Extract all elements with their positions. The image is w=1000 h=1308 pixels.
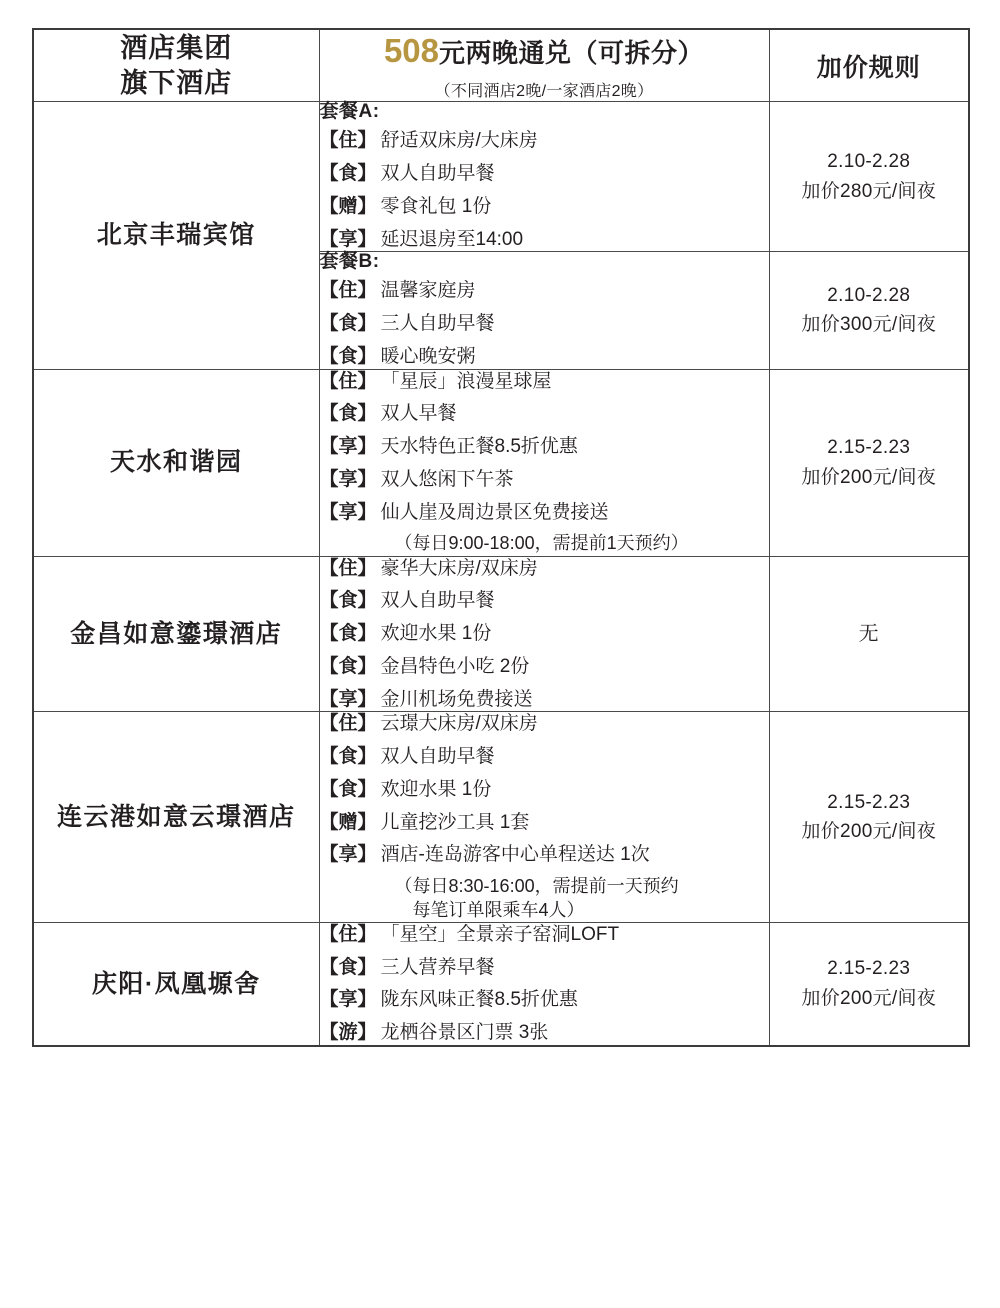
- package-item-list: [320, 129, 769, 251]
- item-tag: 【食】: [319, 163, 377, 184]
- header-voucher-title: [320, 30, 769, 71]
- rule-date: 2.10-2.28: [827, 151, 911, 173]
- header-brand-line1: 酒店集团: [120, 33, 233, 64]
- list-item: [320, 1021, 769, 1045]
- list-item: [320, 956, 769, 980]
- item-text: [381, 501, 769, 556]
- item-text: 「星空」全景亲子窑洞LOFT: [380, 923, 620, 945]
- header-cell-brand: [33, 29, 319, 102]
- item-text: 陇东风味正餐8.5折优惠: [380, 989, 578, 1011]
- item-tag: 【享】: [319, 468, 377, 490]
- list-item: [320, 778, 769, 802]
- item-tag: 【享】: [319, 844, 377, 866]
- list-item: [320, 370, 769, 394]
- rule-surcharge: 加价200元/间夜: [801, 987, 937, 1009]
- table-row: [33, 712, 969, 923]
- header-rule-title: 加价规则: [816, 53, 921, 82]
- item-subtext: [395, 875, 769, 922]
- rule-date: 2.15-2.23: [827, 437, 911, 459]
- table-header-row: [33, 29, 969, 102]
- hotel-name-cell: 庆阳·凤凰塬舍: [33, 922, 319, 1046]
- table-body: [33, 102, 969, 1046]
- item-text: 双人自助早餐: [380, 163, 495, 184]
- header-cell-voucher: [319, 29, 769, 102]
- item-tag: 【住】: [319, 370, 377, 392]
- list-item: [320, 279, 769, 303]
- item-text: 金川机场免费接送: [380, 688, 533, 710]
- list-item: [320, 195, 769, 219]
- rule-date: 2.10-2.28: [827, 284, 911, 306]
- item-tag: 【住】: [319, 713, 377, 735]
- price-rule-cell: [769, 252, 969, 369]
- item-tag: 【住】: [319, 557, 377, 579]
- item-text: 双人自助早餐: [380, 590, 495, 612]
- package-cell: [319, 556, 769, 712]
- package-cell: [319, 712, 769, 923]
- package-title: 套餐A:: [319, 101, 380, 123]
- item-tag: 【享】: [319, 228, 377, 250]
- item-tag: 【赠】: [319, 811, 377, 833]
- header-voucher-note: （不同酒店2晚/一家酒店2晚）: [434, 83, 654, 101]
- table-row: [33, 922, 969, 1046]
- item-text: 「星辰」浪漫星球屋: [380, 370, 552, 392]
- list-item: [320, 843, 769, 922]
- price-rule-cell: [769, 556, 969, 712]
- item-tag: 【食】: [319, 623, 377, 645]
- item-text: 双人悠闲下午茶: [380, 468, 514, 490]
- item-text-main: 仙人崖及周边景区免费接送: [380, 501, 609, 523]
- list-item: [320, 688, 769, 712]
- table-row: [33, 556, 969, 712]
- item-tag: 【享】: [319, 688, 377, 710]
- item-subtext: （每日9:00-18:00，需提前1天预约）: [394, 533, 689, 554]
- item-tag: 【赠】: [319, 195, 377, 217]
- package-cell: [319, 369, 769, 556]
- item-tag: 【享】: [319, 989, 377, 1011]
- item-tag: 【享】: [319, 436, 377, 457]
- item-tag: 【食】: [319, 778, 377, 800]
- list-item: [320, 923, 769, 947]
- list-item: [320, 228, 769, 252]
- item-tag: 【享】: [319, 501, 377, 523]
- package-item-list: [320, 279, 769, 368]
- hotel-name-cell: 北京丰瑞宾馆: [33, 102, 319, 369]
- item-tag: 【食】: [319, 345, 377, 367]
- item-text: 云璟大床房/双床房: [380, 713, 538, 735]
- price-rule-cell: [769, 102, 969, 252]
- item-text: 舒适双床房/大床房: [380, 130, 538, 152]
- table-row: [33, 102, 969, 252]
- rule-surcharge: 加价300元/间夜: [801, 314, 937, 336]
- item-tag: 【食】: [319, 956, 377, 978]
- item-tag: 【食】: [319, 746, 377, 768]
- voucher-title-text: 元两晚通兑（可拆分）: [439, 38, 705, 68]
- list-item: [320, 712, 769, 736]
- item-text: 儿童挖沙工具 1套: [380, 811, 530, 833]
- item-text: 零食礼包 1份: [380, 195, 492, 217]
- hotel-name-cell: 连云港如意云璟酒店: [33, 712, 319, 923]
- item-text: [381, 843, 769, 922]
- hotel-offer-table: [32, 28, 970, 1047]
- hotel-name-cell: 天水和谐园: [33, 369, 319, 556]
- item-tag: 【食】: [319, 313, 377, 334]
- package-cell: [319, 252, 769, 369]
- item-subtext-line1: （每日8:30-16:00，需提前一天预约: [394, 876, 679, 897]
- list-item: [320, 811, 769, 835]
- hotel-name-cell: 金昌如意鎏璟酒店: [33, 556, 319, 712]
- rule-date: 2.15-2.23: [827, 791, 911, 813]
- list-item: [320, 435, 769, 459]
- item-text: 双人早餐: [380, 403, 457, 425]
- list-item: [320, 557, 769, 581]
- table-row: [33, 369, 969, 556]
- package-item-list: [320, 923, 769, 1045]
- list-item: [320, 622, 769, 646]
- list-item: [320, 988, 769, 1012]
- rule-none: 无: [858, 622, 879, 645]
- item-tag: 【游】: [319, 1022, 377, 1044]
- list-item: [320, 589, 769, 613]
- rule-date: 2.15-2.23: [827, 958, 911, 980]
- list-item: [320, 501, 769, 556]
- list-item: [320, 345, 769, 369]
- item-tag: 【住】: [319, 923, 377, 945]
- item-text-main: 酒店-连岛游客中心单程送达 1次: [380, 844, 650, 866]
- package-cell: [319, 102, 769, 252]
- rule-surcharge: 加价280元/间夜: [801, 180, 937, 202]
- item-text: 欢迎水果 1份: [380, 778, 492, 800]
- item-text: 欢迎水果 1份: [380, 623, 492, 645]
- rule-surcharge: 加价200元/间夜: [801, 466, 937, 488]
- price-rule-cell: [769, 922, 969, 1046]
- item-subtext-line2: 每笔订单限乘车4人）: [412, 899, 585, 920]
- item-text: 豪华大床房/双床房: [380, 557, 538, 579]
- item-text: 双人自助早餐: [380, 746, 495, 768]
- item-text: 三人营养早餐: [380, 956, 495, 978]
- package-cell: [319, 922, 769, 1046]
- rule-surcharge: 加价200元/间夜: [801, 821, 937, 843]
- list-item: [320, 745, 769, 769]
- list-item: [320, 402, 769, 426]
- item-text: 金昌特色小吃 2份: [380, 655, 530, 677]
- item-text: 天水特色正餐8.5折优惠: [380, 436, 578, 457]
- list-item: [320, 655, 769, 679]
- header-brand-line2: 旗下酒店: [120, 67, 233, 98]
- item-tag: 【住】: [319, 130, 377, 152]
- package-title: 套餐B:: [319, 251, 380, 273]
- item-tag: 【食】: [319, 590, 377, 612]
- list-item: [320, 312, 769, 336]
- list-item: [320, 129, 769, 153]
- price-rule-cell: [769, 712, 969, 923]
- list-item: [320, 468, 769, 492]
- voucher-amount: 508: [383, 32, 440, 69]
- item-text: 温馨家庭房: [380, 280, 476, 302]
- item-tag: 【食】: [319, 655, 377, 677]
- item-text: 三人自助早餐: [380, 313, 495, 334]
- package-item-list: [320, 557, 769, 712]
- header-cell-rule: [769, 29, 969, 102]
- item-tag: 【食】: [319, 403, 377, 425]
- package-item-list: [320, 712, 769, 922]
- price-rule-cell: [769, 369, 969, 556]
- package-item-list: [320, 370, 769, 556]
- item-text: 龙栖谷景区门票 3张: [380, 1022, 549, 1044]
- list-item: [320, 162, 769, 186]
- item-tag: 【住】: [319, 280, 377, 302]
- item-text: 延迟退房至14:00: [380, 228, 524, 250]
- item-text: 暖心晚安粥: [380, 345, 476, 367]
